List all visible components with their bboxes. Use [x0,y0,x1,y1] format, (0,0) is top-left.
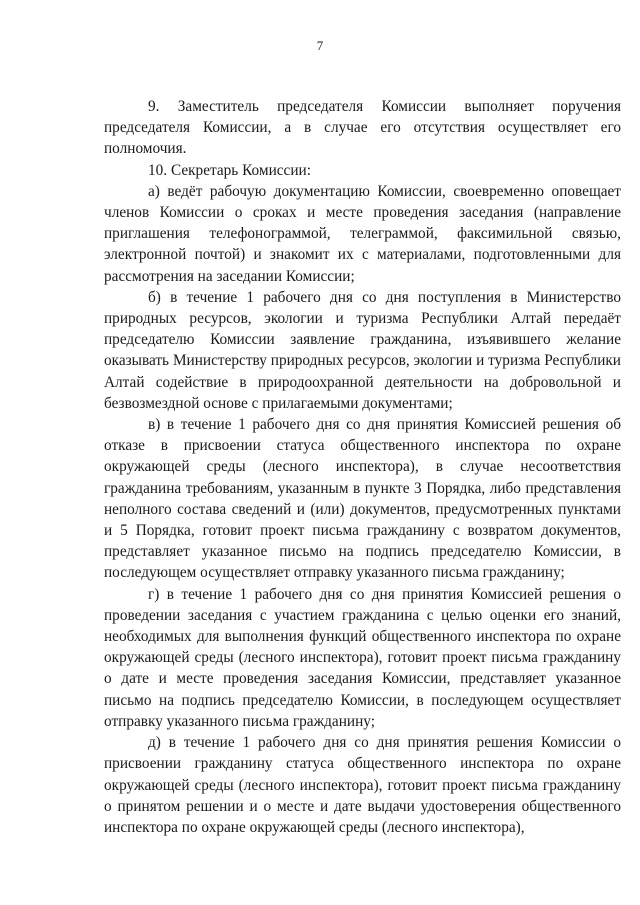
paragraph-10-d: д) в течение 1 рабочего дня со дня принятия решения Комиссии о присвоении гражданину статуса общественного инспектора по охране окружающей среды (лесного инспектора), готовит проект письма гражданину о принятом решении и о месте и дате выдачи удостоверения общественного инспектора по охране окружающей среды (лесного инспектора), [104,734,621,836]
page-number: 7 [316,38,324,53]
paragraph-10-a: а) ведёт рабочую документацию Комиссии, своевременно оповещает членов Комиссии о сроках и месте проведения заседания (направление приглашения телефонограммой, телеграммой, факсимильной связью, электронной почтой) и знакомит их с материалами, подготовленными для рассмотрения на заседании Комиссии; [104,182,621,285]
paragraph-9: 9. Заместитель председателя Комиссии выполняет поручения председателя Комиссии, а в случае его отсутствия осуществляет его полномочия. [104,98,621,158]
paragraph-10-g: г) в течение 1 рабочего дня со дня принятия Комиссией решения о проведении заседания с участием гражданина с целью оценки его знаний, необходимых для выполнения функций общественного инспектора по охране окружающей среды (лесного инспектора), готовит проект письма гражданину о дате и месте проведения заседания Комиссии, представляет указанное письмо на подпись председателю Комиссии, в последующем осуществляет отправку указанного письма гражданину; [104,585,621,730]
paragraph-10-b: б) в течение 1 рабочего дня со дня поступления в Министерство природных ресурсов, экологии и туризма Республики Алтай передаёт председателю Комиссии заявление гражданина, изъявившего желание оказывать Министерству природных ресурсов, экологии и туризма Республики Алтай содействие в природоохранной деятельности на добровольной и безвозмездной основе с прилагаемыми документами; [104,288,621,412]
paragraph-10: 10. Секретарь Комиссии: [148,161,311,179]
document-body [104,96,621,838]
paragraph-10-v: в) в течение 1 рабочего дня со дня принятия Комиссией решения об отказе в присвоении статуса общественного инспектора по охране окружающей среды (лесного инспектора), в случае несоответствия гражданина требованиям, указанным в пункте 3 Порядка, либо представления неполного состава сведений и (или) документов, предусмотренных пунктами и 5 Порядка, готовит проект письма гражданину с возвратом документов, представляет указанное письмо на подпись председателю Комиссии, в последующем осуществляет отправку указанного письма гражданину; [104,416,621,582]
